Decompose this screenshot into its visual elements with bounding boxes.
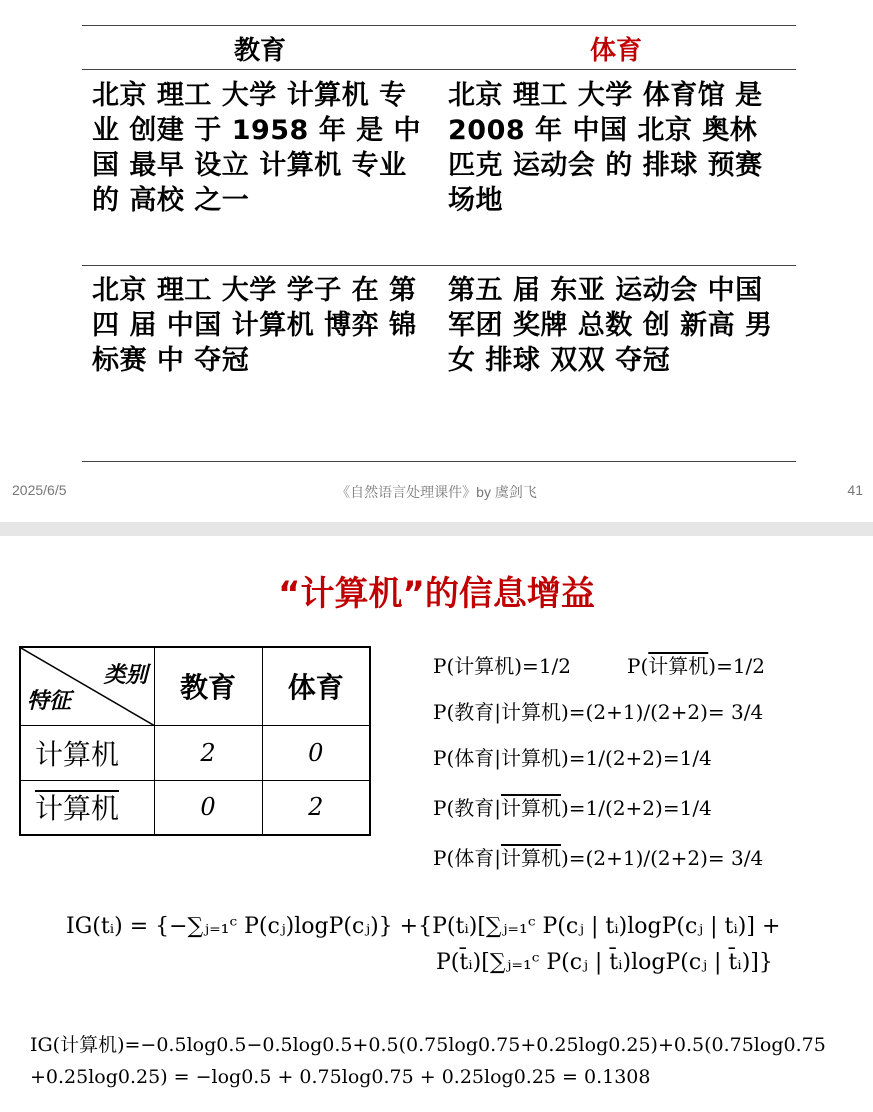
header-education: 教育 bbox=[233, 36, 286, 66]
p4-post: )=1/(2+2)=1/4 bbox=[561, 796, 712, 820]
prob-edu-given-not-computer bbox=[433, 792, 712, 821]
p5-pre: P(体育| bbox=[433, 846, 501, 870]
prob-edu-given-computer: P(教育|计算机)=(2+1)/(2+2)= 3/4 bbox=[433, 700, 764, 724]
ig-formula-line1: IG(tᵢ) = {−∑ⱼ₌₁ᶜ P(cⱼ)logP(cⱼ)} +{P(tᵢ)[∑ⱼ₌₁ᶜ P(cⱼ | tᵢ)logP(cⱼ | tᵢ)] + bbox=[66, 914, 781, 939]
ig-formula-line2: P(t̄ᵢ)[∑ⱼ₌₁ᶜ P(cⱼ | t̄ᵢ)logP(cⱼ | t̄ᵢ)]} bbox=[436, 950, 773, 975]
cell-row1-education: 北京 理工 大学 计算机 专 业 创建 于 1958 年 是 中 国 最早 设立 计算机 专业 的 高校 之一 bbox=[92, 80, 422, 216]
corner-label-feature: 特征 bbox=[27, 688, 72, 714]
prob-sport-given-computer: P(体育|计算机)=1/(2+2)=1/4 bbox=[433, 746, 712, 770]
slide-separator bbox=[0, 522, 873, 536]
footer-date: 2025/6/5 bbox=[12, 482, 67, 498]
p5-bar: 计算机 bbox=[501, 846, 561, 870]
slide-2 bbox=[0, 536, 873, 1112]
prob-not-computer bbox=[627, 650, 765, 679]
cell-computer-education: 2 bbox=[154, 725, 262, 780]
contingency-table bbox=[19, 646, 371, 836]
table-top-rule bbox=[82, 25, 796, 26]
row-label-not-computer-text: 计算机 bbox=[35, 792, 120, 826]
header-sports: 体育 bbox=[589, 36, 642, 66]
prob-computer: P(计算机)=1/2 bbox=[433, 654, 572, 678]
slide-title: “计算机”的信息增益 bbox=[278, 574, 595, 614]
cell-row2-sports: 第五 届 东亚 运动会 中国 军团 奖牌 总数 创 新高 男 女 排球 双双 夺冠 bbox=[448, 275, 773, 376]
col-header-sports: 体育 bbox=[262, 647, 370, 725]
cell-not-computer-sports: 2 bbox=[262, 780, 370, 835]
p5-post: )=(2+1)/(2+2)= 3/4 bbox=[561, 846, 764, 870]
footer-title: 《自然语言处理课件》by 虞剑飞 bbox=[336, 484, 537, 500]
prob-not-computer-pre: P( bbox=[627, 654, 649, 678]
prob-not-computer-bar: 计算机 bbox=[648, 654, 709, 678]
footer-page-number: 41 bbox=[847, 482, 863, 498]
cell-row2-education: 北京 理工 大学 学子 在 第 四 届 中国 计算机 博弈 锦 标赛 中 夺冠 bbox=[92, 275, 417, 376]
cell-computer-sports: 0 bbox=[262, 725, 370, 780]
corner-cell bbox=[20, 647, 154, 725]
slide-1 bbox=[0, 0, 873, 522]
ig-calc-line2: +0.25log0.25) = −log0.5 + 0.75log0.75 + 0.25log0.25 = 0.1308 bbox=[30, 1066, 651, 1088]
col-header-education: 教育 bbox=[154, 647, 262, 725]
header-rule bbox=[82, 69, 796, 70]
row-label-computer: 计算机 bbox=[20, 725, 154, 780]
row-rule bbox=[82, 265, 796, 266]
prob-not-computer-post: )=1/2 bbox=[708, 654, 766, 678]
table-bottom-rule bbox=[82, 461, 796, 462]
prob-sport-given-not-computer bbox=[433, 842, 763, 871]
ig-calc-line1: IG(计算机)=−0.5log0.5−0.5log0.5+0.5(0.75log0.75+0.25log0.25)+0.5(0.75log0.75 bbox=[30, 1034, 826, 1056]
row-label-not-computer bbox=[20, 780, 154, 835]
p4-bar: 计算机 bbox=[501, 796, 561, 820]
cell-not-computer-education: 0 bbox=[154, 780, 262, 835]
cell-row1-sports: 北京 理工 大学 体育馆 是 2008 年 中国 北京 奥林 匹克 运动会 的 排球 预赛 场地 bbox=[448, 80, 763, 216]
p4-pre: P(教育| bbox=[433, 796, 501, 820]
corner-label-category: 类别 bbox=[103, 663, 148, 688]
